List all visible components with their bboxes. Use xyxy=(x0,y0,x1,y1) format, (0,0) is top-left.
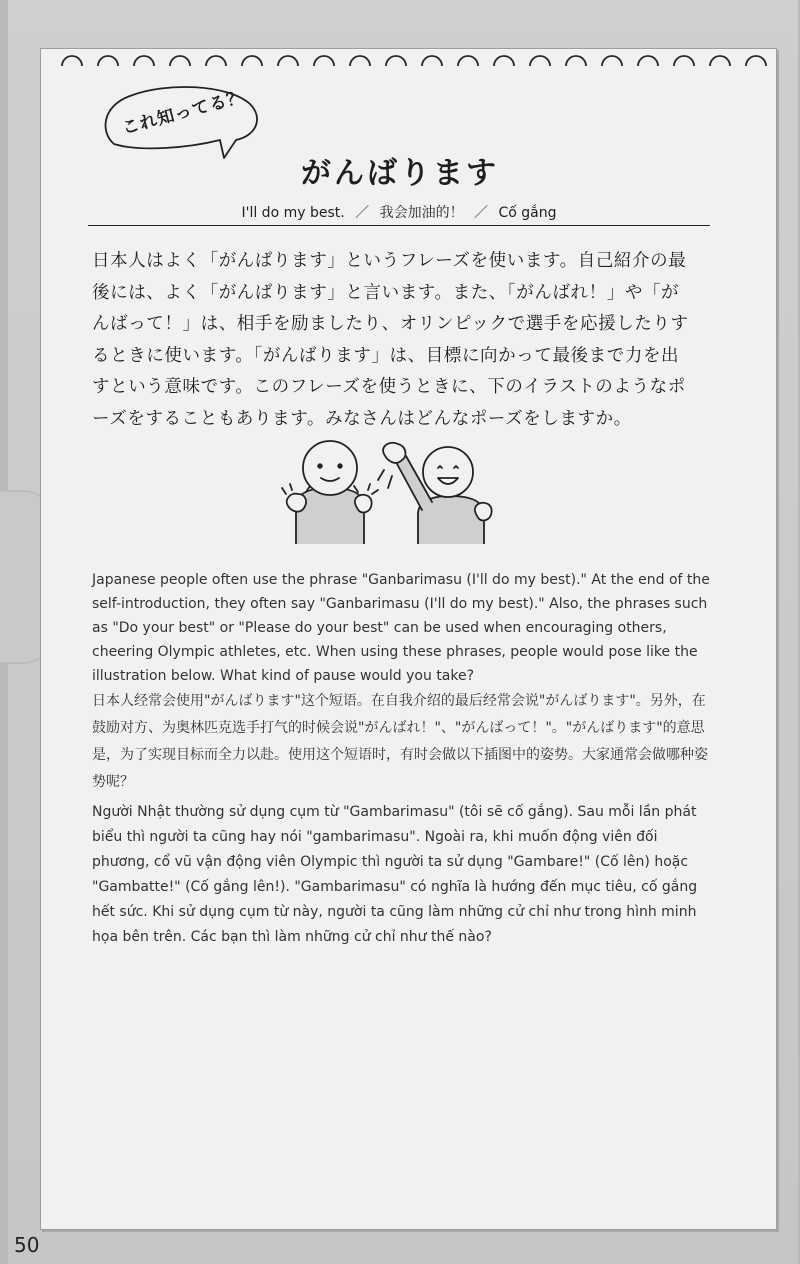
subtitle-zh: 我会加油的！ xyxy=(379,205,464,221)
two-people-cheering-illustration xyxy=(272,440,512,544)
japanese-paragraph: 日本人はよく「がんばります」というフレーズを使います。自己紹介の最後には、よく「がんばります」と言います。また、「がんばれ！」や「がんばって！」は、相手を励ましたり、オリンピックで選手を応援したりするときに使います。「がんばります」は、目標に向かって最後まで力を出すという意味です。このフレーズを使うときに、下のイラストのようなポーズをすることもあります。みなさんはどんなポーズをしますか。 xyxy=(92,251,689,429)
subtitle-translations xyxy=(88,202,710,226)
page-number: 50 xyxy=(14,1233,40,1257)
subtitle-separator: ／ xyxy=(355,205,370,221)
vietnamese-paragraph: Người Nhật thường sử dụng cụm từ "Gambarimasu" (tôi sẽ cố gắng). Sau mỗi lần phát biểu thì người ta cũng hay nói "gambarimasu". Ngoài ra, khi muốn động viên đối phương, cổ vũ vận động viên Olympic thì người ta sử dụng "Gambare!" (Cố lên) hoặc "Gambatte!" (Cố gắng lên!). "Gambarimasu" có nghĩa là hướng đến mục tiêu, cố gắng hết sức. Khi sử dụng cụm từ này, người ta cũng làm những cử chỉ như trong hình minh họa bên trên. Các bạn thì làm những cử chỉ như thế nào? xyxy=(92,804,698,945)
subtitle-en: I'll do my best. xyxy=(241,205,345,221)
subtitle-vi: Cố gắng xyxy=(498,205,557,221)
subtitle-separator: ／ xyxy=(474,205,489,221)
chinese-paragraph: 日本人经常会使用"がんばります"这个短语。在自我介绍的最后经常会说"がんばります"。另外，在鼓励对方、为奥林匹克选手打气的时候会说"がんばれ！"、"がんばって！"。"がんばります"的意思是，为了实现目标而全力以赴。使用这个短语时，有时会做以下插图中的姿势。大家通常会做哪种姿势呢？ xyxy=(92,693,708,790)
bubble-label: これ知ってる？ xyxy=(120,86,248,139)
page-title: がんばります xyxy=(301,156,499,191)
spiral-binding xyxy=(56,36,776,80)
english-paragraph: Japanese people often use the phrase "Ganbarimasu (I'll do my best)." At the end of the self-introduction, they often say "Ganbarimasu (I'll do my best)." Also, the phrases such as "Do your best" or "Please do your best" can be used when encouraging others, cheering Olympic athletes, etc. When using these phrases, people would pose like the illustration below. What kind of pause would you take? xyxy=(92,572,710,684)
